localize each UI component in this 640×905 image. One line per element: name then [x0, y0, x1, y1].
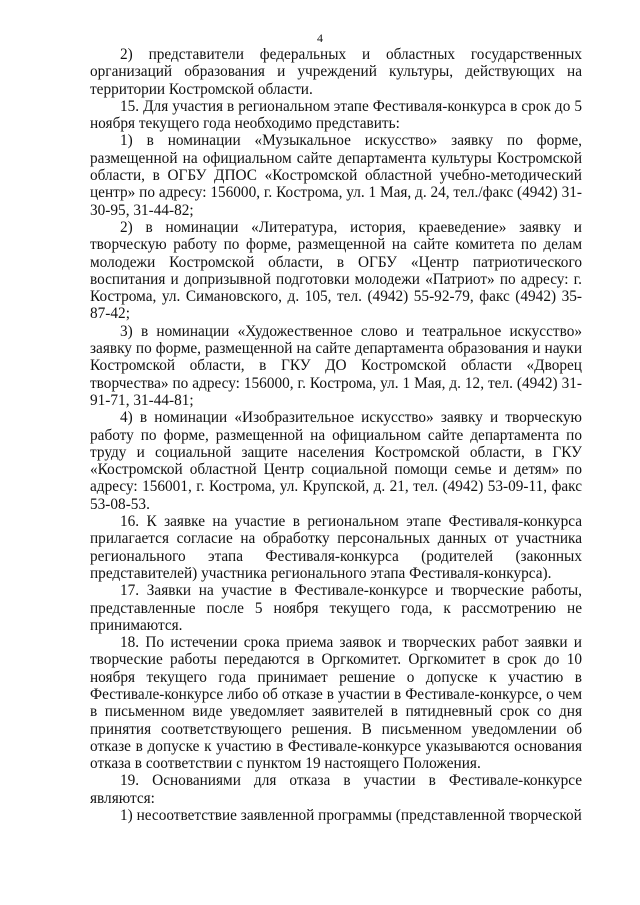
paragraph-18-orgcommittee: 18. По истечении срока приема заявок и творческих работ заявки и творческие работы передаются в Оргкомитет. Оргкомитет в срок до 10 ноября текущего года принимает решение о допуске к участию в Фестивале-конкурсе либо об отказе в участии в Фестивале-конкурсе, о чем в письменном виде уведомляет заявителей в пятидневный срок со дня принятия соответствующего решения. В письменном уведомлении об отказе в допуске к участию в Фестивале-конкурсе указываются основания отказа в соответствии с пунктом 19 настоящего Положения.	[90, 634, 582, 773]
paragraph-org-representatives: 2) представители федеральных и областных государственных организаций образования и учреждений культуры, действующих на территории Костромской области.	[90, 46, 582, 98]
paragraph-refusal-item-1: 1) несоответствие заявленной программы (представленной творческой	[120, 807, 582, 825]
paragraph-19-refusal: 19. Основаниями для отказа в участии в Фестивале-конкурсе являются:	[90, 772, 582, 807]
paragraph-15-submission: 15. Для участия в региональном этапе Фестиваля-конкурса в срок до 5 ноября текущего года необходимо представить:	[90, 97, 582, 133]
paragraph-literature-nomination: 2) в номинации «Литература, история, краеведение» заявку и творческую работу по форме, размещенной на сайте комитета по делам молодежи Костромской области, в ОГБУ «Центр патриотического воспитания и допризывной подготовки молодежи «Патриот» по адресу: г. Кострома, ул. Симановского, д. 105, тел. (4942) 55-92-79, факс (4942) 35-87-42;	[90, 218, 582, 323]
page-number: 4	[317, 31, 323, 45]
document-body	[90, 46, 582, 824]
paragraph-16-consent: 16. К заявке на участие в региональном этапе Фестиваля-конкурса прилагается согласие на обработку персональных данных от участника регионального этапа Фестиваля-конкурса (родителей (законных представителей) участника регионального этапа Фестиваля-конкурса).	[90, 513, 582, 582]
paragraph-theatre-nomination: 3) в номинации «Художественное слово и театральное искусство» заявку по форме, размещенной на сайте департамента образования и науки Костромской области, в ГКУ ДО Костромской области «Дворец творчества» по адресу: 156000, г. Кострома, ул. 1 Мая, д. 12, тел. (4942) 31-91-71, 31-44-81;	[90, 322, 582, 409]
paragraph-17-deadline: 17. Заявки на участие в Фестивале-конкурсе и творческие работы, представленные после 5 ноября текущего года, к рассмотрению не принимаются.	[90, 582, 582, 634]
paragraph-music-nomination: 1) в номинации «Музыкальное искусство» заявку по форме, размещенной на официальном сайте департамента культуры Костромской области, в ОГБУ ДПОС «Костромской областной учебно-методический центр» по адресу: 156000, г. Кострома, ул. 1 Мая, д. 24, тел./факс (4942) 31-30-95, 31-44-82;	[90, 132, 582, 219]
paragraph-fine-arts-nomination: 4) в номинации «Изобразительное искусство» заявку и творческую работу по форме, размещенной на официальном сайте департамента по труду и социальной защите населения Костромской области, в ГКУ «Костромской областной Центр социальной помощи семье и детям» по адресу: 156001, г. Кострома, ул. Крупской, д. 21, тел. (4942) 53-09-11, факс 53-08-53.	[90, 409, 582, 513]
